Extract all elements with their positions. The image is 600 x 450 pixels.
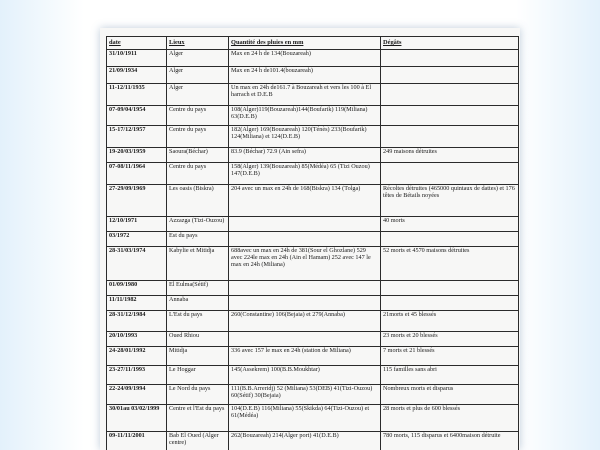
table-row [107, 247, 519, 281]
cell-lieu: Saoura(Béchar) [167, 148, 229, 163]
cell-degats [381, 281, 519, 296]
cell-pluie: 204 avec un max en 24h de 168(Biskra) 134 (Tolga) [229, 185, 381, 217]
cell-date: 12/10/1971 [107, 217, 167, 232]
cell-degats: 28 morts et plus de 600 blessés [381, 405, 519, 432]
cell-date: 03/1972 [107, 232, 167, 247]
header-degats: Dégâts [381, 37, 519, 50]
cell-date: 20/10/1993 [107, 332, 167, 347]
cell-lieu: Alger [167, 50, 229, 67]
cell-degats [381, 50, 519, 67]
cell-date: 11/11/1982 [107, 296, 167, 311]
cell-degats: 40 morts [381, 217, 519, 232]
table-row [107, 217, 519, 232]
cell-date: 09-11/11/2001 [107, 432, 167, 450]
cell-pluie: 108(Alger)119(Bouzareah)144(Boufarik) 119(Miliana) 63(D.E.B) [229, 106, 381, 126]
cell-date: 31/10/1911 [107, 50, 167, 67]
cell-date: 28-31/12/1984 [107, 311, 167, 332]
cell-pluie: 688avec un max en 24h de 381(Sour el Ghozlane) 529 avec 224le max en 24h (Ain el Hamam) 252 avec 147 le max en 24h (Miliana) [229, 247, 381, 281]
cell-lieu: Centre et l'Est du pays [167, 405, 229, 432]
cell-degats [381, 106, 519, 126]
cell-lieu: Azzazga (Tizi-Ouzou) [167, 217, 229, 232]
scanned-document [100, 28, 520, 450]
cell-lieu: Mitidja [167, 347, 229, 366]
table-row [107, 126, 519, 148]
cell-degats: 115 familles sans abri [381, 366, 519, 385]
cell-pluie: 182(Alger) 169(Bouzareah) 120(Ténès) 233(Boufarik) 124(Miliana) et 124(D.E.B) [229, 126, 381, 148]
cell-date: 11-12/11/1935 [107, 84, 167, 106]
cell-date: 22-24/09/1994 [107, 385, 167, 405]
table-row [107, 148, 519, 163]
cell-pluie [229, 232, 381, 247]
cell-degats [381, 296, 519, 311]
table-row [107, 432, 519, 450]
cell-degats: 52 morts et 4570 maisons détruites [381, 247, 519, 281]
cell-pluie: 336 avec 157 le max en 24h (station de Miliana) [229, 347, 381, 366]
cell-pluie: 83.9 (Béchar) 72.9 (Ain sefra) [229, 148, 381, 163]
cell-date: 24-28/01/1992 [107, 347, 167, 366]
table-row [107, 50, 519, 67]
cell-pluie: Max en 24 h de 134(Bouzareah) [229, 50, 381, 67]
cell-lieu: Est du pays [167, 232, 229, 247]
cell-pluie [229, 281, 381, 296]
table-row [107, 185, 519, 217]
cell-lieu: Centre du pays [167, 163, 229, 185]
table-row [107, 67, 519, 84]
cell-pluie: 158(Alger) 139(Bouzareah) 85(Médéa) 65 (Tizi Ouzou) 147(D.E.B) [229, 163, 381, 185]
cell-degats [381, 126, 519, 148]
cell-pluie [229, 217, 381, 232]
table-row [107, 366, 519, 385]
table-row [107, 332, 519, 347]
floods-table [106, 36, 519, 450]
table-row [107, 405, 519, 432]
header-quantite: Quantité des pluies en mm [229, 37, 381, 50]
cell-degats [381, 232, 519, 247]
cell-date: 21/09/1934 [107, 67, 167, 84]
cell-degats: 23 morts et 20 blessés [381, 332, 519, 347]
table-row [107, 106, 519, 126]
cell-date: 30/01au 03/02/1999 [107, 405, 167, 432]
cell-degats: 7 morts et 21 blessés [381, 347, 519, 366]
cell-lieu: Kabylie et Mitidja [167, 247, 229, 281]
cell-lieu: L'Est du pays [167, 311, 229, 332]
table-row [107, 281, 519, 296]
cell-date: 19-20/03/1959 [107, 148, 167, 163]
cell-pluie: 260(Constantine) 106(Bejaia) et 279(Annaba) [229, 311, 381, 332]
cell-pluie: 262(Bouzareah) 214(Alger port) 41(D.E.B) [229, 432, 381, 450]
table-row [107, 163, 519, 185]
table-header-row [107, 37, 519, 50]
cell-lieu: El Eulma(Sétif) [167, 281, 229, 296]
cell-date: 27-29/09/1969 [107, 185, 167, 217]
cell-degats [381, 163, 519, 185]
cell-degats: Récoltes détruites (465000 quintaux de dattes) et 176 têtes de Bétails noyées [381, 185, 519, 217]
cell-lieu: Alger [167, 84, 229, 106]
cell-degats: Nombreux morts et disparus [381, 385, 519, 405]
cell-date: 23-27/11/1993 [107, 366, 167, 385]
cell-pluie: 145(Assekrem) 100(B.B.Moukhtar) [229, 366, 381, 385]
table-row [107, 311, 519, 332]
table-row [107, 347, 519, 366]
cell-lieu: Bab El Oued (Alger centre) [167, 432, 229, 450]
cell-pluie [229, 296, 381, 311]
cell-lieu: Alger [167, 67, 229, 84]
cell-pluie: Max en 24 h de101.4(bouzareah) [229, 67, 381, 84]
cell-date: 01/09/1980 [107, 281, 167, 296]
table-row [107, 296, 519, 311]
header-lieux: Lieux [167, 37, 229, 50]
cell-degats: 780 morts, 115 disparus et 6400maison détruite [381, 432, 519, 450]
cell-degats: 21morts et 45 blessés [381, 311, 519, 332]
cell-lieu: Le Nord du pays [167, 385, 229, 405]
cell-lieu: Annaba [167, 296, 229, 311]
cell-pluie: 111(B.B.Arreridj) 52 (Miliana) 53(DEB) 41(Tizi-Ouzou) 60(Sétif) 30(Bejaia) [229, 385, 381, 405]
cell-lieu: Centre du pays [167, 126, 229, 148]
cell-pluie: 104(D.E.B) 116(Miliana) 55(Skikda) 64(Tizi-Ouzou) et 61(Médéa) [229, 405, 381, 432]
cell-pluie [229, 332, 381, 347]
cell-degats [381, 84, 519, 106]
cell-date: 28-31/03/1974 [107, 247, 167, 281]
cell-lieu: Le Hoggar [167, 366, 229, 385]
cell-date: 07-09/04/1954 [107, 106, 167, 126]
cell-lieu: Oued Rhiou [167, 332, 229, 347]
cell-lieu: Centre du pays [167, 106, 229, 126]
cell-date: 07-08/11/1964 [107, 163, 167, 185]
cell-lieu: Les oasis (Biskra) [167, 185, 229, 217]
table-row [107, 385, 519, 405]
table-row [107, 84, 519, 106]
cell-degats [381, 67, 519, 84]
table-row [107, 232, 519, 247]
header-date: date [107, 37, 167, 50]
cell-date: 15-17/12/1957 [107, 126, 167, 148]
cell-degats: 249 maisons détruites [381, 148, 519, 163]
cell-pluie: Un max en 24h de161.7 à Bouzareah et vers les 100 à El harrach et D.E.B [229, 84, 381, 106]
